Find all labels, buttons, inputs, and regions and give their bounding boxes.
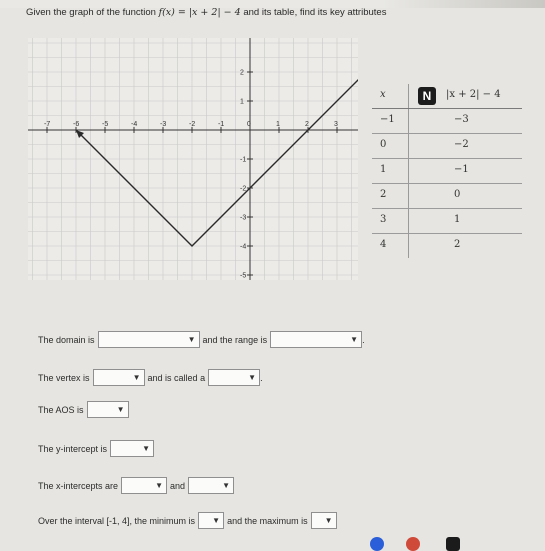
range-label: and the range is	[202, 334, 268, 345]
table-header-row	[372, 84, 522, 109]
y-tick-label: 1	[240, 98, 244, 106]
y-tick-label: 2	[240, 69, 244, 77]
table-cell-x: 3	[380, 214, 387, 225]
table-cell-fx: −3	[454, 114, 469, 125]
table-cell-fx: 1	[454, 214, 461, 225]
interval-max-label: and the maximum is	[227, 515, 308, 526]
x-tick-label: 3	[334, 121, 338, 128]
x-tick-label: -3	[160, 121, 167, 128]
x-intercepts-and: and	[170, 480, 186, 491]
question-domain-range	[38, 331, 365, 348]
chevron-down-icon: ▼	[116, 405, 125, 414]
range-dropdown[interactable]	[270, 331, 362, 348]
x-tick-label: 2	[305, 121, 309, 128]
table-cell-fx: −2	[454, 139, 469, 150]
question-vertex	[38, 369, 263, 386]
table-cell-fx: 2	[454, 239, 461, 250]
question-interval	[38, 512, 337, 529]
interval-min-label: Over the interval [-1, 4], the minimum is	[38, 515, 196, 526]
table-cell-x: 0	[380, 139, 387, 150]
values-table	[372, 84, 522, 258]
prompt-lead: Given the graph of the function	[26, 7, 156, 18]
x-tick-label: -6	[73, 121, 80, 128]
bottom-toolbar	[362, 533, 472, 551]
table-row	[372, 109, 522, 134]
y-intercept-label: The y-intercept is	[38, 443, 108, 454]
domain-period: .	[362, 334, 365, 345]
question-aos	[38, 401, 129, 418]
table-divider	[408, 109, 409, 133]
vertex-type-dropdown[interactable]	[208, 369, 260, 386]
table-cell-fx: 0	[454, 189, 461, 200]
table-divider	[408, 84, 409, 108]
chevron-down-icon: ▼	[142, 444, 151, 453]
prompt-tail: and its table, find its key attributes	[243, 7, 387, 18]
question-x-intercepts	[38, 477, 234, 494]
chevron-down-icon: ▼	[187, 335, 196, 344]
aos-dropdown[interactable]	[87, 401, 129, 418]
table-row	[372, 159, 522, 184]
y-tick-label: -5	[240, 272, 247, 280]
interval-max-dropdown[interactable]	[311, 512, 337, 529]
n-badge-icon: N	[418, 87, 436, 105]
x-tick-label: 0	[247, 121, 251, 128]
red-dot-icon[interactable]	[406, 537, 420, 551]
table-row	[372, 184, 522, 209]
table-divider	[408, 134, 409, 158]
table-row	[372, 234, 522, 258]
x-intercept-dropdown-2[interactable]	[188, 477, 234, 494]
table-row	[372, 134, 522, 159]
aos-label: The AOS is	[38, 404, 84, 415]
blue-dot-icon[interactable]	[370, 537, 384, 551]
question-y-intercept	[38, 440, 154, 457]
question-prompt	[26, 7, 386, 18]
table-header-fx: |x + 2| − 4	[446, 89, 501, 100]
vertex-period: .	[260, 372, 263, 383]
table-divider	[408, 209, 409, 233]
y-tick-label: -1	[240, 156, 247, 164]
vertex-label: The vertex is	[38, 372, 90, 383]
chevron-down-icon: ▼	[350, 335, 359, 344]
y-tick-label: -4	[240, 243, 247, 251]
x-intercepts-label: The x-intercepts are	[38, 480, 119, 491]
dark-button-icon[interactable]	[446, 537, 460, 551]
chevron-down-icon: ▼	[132, 373, 141, 382]
graph-svg	[28, 38, 358, 280]
x-tick-label: -7	[44, 121, 51, 128]
table-cell-x: 4	[380, 239, 387, 250]
chevron-down-icon: ▼	[324, 516, 333, 525]
chevron-down-icon: ▼	[248, 373, 257, 382]
x-tick-label: -4	[131, 121, 138, 128]
table-divider	[408, 234, 409, 258]
vertex-dropdown[interactable]	[93, 369, 145, 386]
table-header-x: x	[380, 89, 386, 100]
y-tick-label: -3	[240, 214, 247, 222]
x-tick-label: -1	[218, 121, 225, 128]
table-row	[372, 209, 522, 234]
table-cell-fx: −1	[454, 164, 469, 175]
vertex-type-label: and is called a	[147, 372, 206, 383]
y-tick-label: -2	[240, 185, 247, 193]
prompt-function: f(x) = |x + 2| − 4	[158, 7, 241, 18]
table-cell-x: −1	[380, 114, 395, 125]
chevron-down-icon: ▼	[222, 481, 231, 490]
function-graph	[28, 38, 358, 280]
domain-dropdown[interactable]	[98, 331, 200, 348]
chevron-down-icon: ▼	[155, 481, 164, 490]
y-intercept-dropdown[interactable]	[110, 440, 154, 457]
x-tick-label: -2	[189, 121, 196, 128]
x-intercept-dropdown-1[interactable]	[121, 477, 167, 494]
table-divider	[408, 159, 409, 183]
x-tick-label: -5	[102, 121, 109, 128]
interval-min-dropdown[interactable]	[198, 512, 224, 529]
x-tick-label: 1	[276, 121, 280, 128]
chevron-down-icon: ▼	[212, 516, 221, 525]
domain-label: The domain is	[38, 334, 95, 345]
table-cell-x: 1	[380, 164, 387, 175]
table-divider	[408, 184, 409, 208]
table-cell-x: 2	[380, 189, 387, 200]
